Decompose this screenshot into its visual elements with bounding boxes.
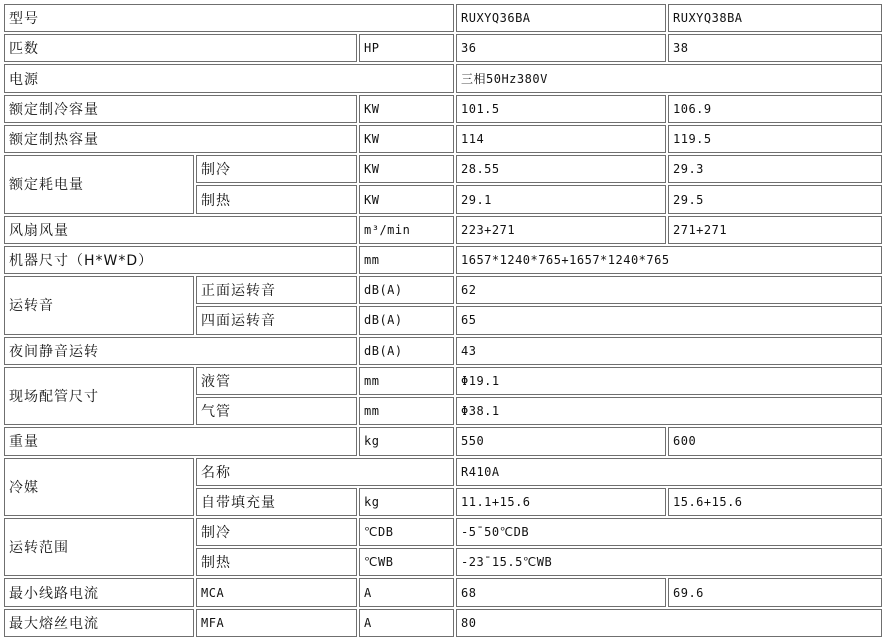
heating-capacity-unit: KW [359, 125, 454, 153]
model-a: RUXYQ36BA [456, 4, 666, 32]
dimensions-value: 1657*1240*765+1657*1240*765 [456, 246, 882, 274]
piping-gas-label: 气管 [196, 397, 357, 425]
mca-a: 68 [456, 578, 666, 606]
model-label: 型号 [4, 4, 454, 32]
power-consumption-cooling-label: 制冷 [196, 155, 357, 183]
refrigerant-name-label: 名称 [196, 458, 454, 486]
row-mca [4, 578, 882, 606]
row-piping-liquid [4, 367, 882, 395]
mfa-abbr: MFA [196, 609, 357, 637]
airflow-unit: m³/min [359, 216, 454, 244]
weight-label: 重量 [4, 427, 357, 455]
mca-label: 最小线路电流 [4, 578, 194, 606]
airflow-b: 271+271 [668, 216, 882, 244]
refrigerant-charge-a: 11.1+15.6 [456, 488, 666, 516]
power-consumption-heating-unit: KW [359, 185, 454, 213]
power-consumption-heating-label: 制热 [196, 185, 357, 213]
model-b: RUXYQ38BA [668, 4, 882, 32]
piping-gas-value: Φ38.1 [456, 397, 882, 425]
row-airflow [4, 216, 882, 244]
power-consumption-cooling-b: 29.3 [668, 155, 882, 183]
cooling-capacity-b: 106.9 [668, 95, 882, 123]
refrigerant-label: 冷媒 [4, 458, 194, 516]
mfa-label: 最大熔丝电流 [4, 609, 194, 637]
noise-front-value: 62 [456, 276, 882, 304]
mca-abbr: MCA [196, 578, 357, 606]
cooling-capacity-label: 额定制冷容量 [4, 95, 357, 123]
row-weight [4, 427, 882, 455]
dimensions-label: 机器尺寸（H*W*D） [4, 246, 357, 274]
power-supply-label: 电源 [4, 64, 454, 92]
mfa-value: 80 [456, 609, 882, 637]
refrigerant-charge-label: 自带填充量 [196, 488, 357, 516]
row-operating-range-cooling [4, 518, 882, 546]
noise-label: 运转音 [4, 276, 194, 334]
refrigerant-charge-unit: kg [359, 488, 454, 516]
heating-capacity-label: 额定制热容量 [4, 125, 357, 153]
operating-range-label: 运转范围 [4, 518, 194, 576]
power-supply-value: 三相50Hz380V [456, 64, 882, 92]
piping-liquid-value: Φ19.1 [456, 367, 882, 395]
operating-range-heating-value: -23¯15.5℃WB [456, 548, 882, 576]
night-quiet-unit: dB(A) [359, 337, 454, 365]
power-consumption-cooling-a: 28.55 [456, 155, 666, 183]
operating-range-cooling-label: 制冷 [196, 518, 357, 546]
row-cooling-capacity [4, 95, 882, 123]
power-consumption-heating-a: 29.1 [456, 185, 666, 213]
row-mfa [4, 609, 882, 637]
horsepower-unit: HP [359, 34, 454, 62]
horsepower-b: 38 [668, 34, 882, 62]
weight-a: 550 [456, 427, 666, 455]
night-quiet-value: 43 [456, 337, 882, 365]
noise-four-sides-value: 65 [456, 306, 882, 334]
row-heating-capacity [4, 125, 882, 153]
noise-four-sides-unit: dB(A) [359, 306, 454, 334]
power-consumption-label: 额定耗电量 [4, 155, 194, 213]
row-dimensions [4, 246, 882, 274]
row-power-supply [4, 64, 882, 92]
cooling-capacity-a: 101.5 [456, 95, 666, 123]
mca-unit: A [359, 578, 454, 606]
piping-liquid-unit: mm [359, 367, 454, 395]
row-noise-front [4, 276, 882, 304]
power-consumption-cooling-unit: KW [359, 155, 454, 183]
horsepower-label: 匹数 [4, 34, 357, 62]
row-night-quiet [4, 337, 882, 365]
row-horsepower [4, 34, 882, 62]
heating-capacity-b: 119.5 [668, 125, 882, 153]
night-quiet-label: 夜间静音运转 [4, 337, 357, 365]
noise-front-unit: dB(A) [359, 276, 454, 304]
weight-b: 600 [668, 427, 882, 455]
operating-range-heating-label: 制热 [196, 548, 357, 576]
spec-table [2, 2, 884, 639]
row-refrigerant-name [4, 458, 882, 486]
row-power-consumption-cooling [4, 155, 882, 183]
noise-front-label: 正面运转音 [196, 276, 357, 304]
noise-four-sides-label: 四面运转音 [196, 306, 357, 334]
operating-range-cooling-unit: ℃DB [359, 518, 454, 546]
piping-gas-unit: mm [359, 397, 454, 425]
mca-b: 69.6 [668, 578, 882, 606]
airflow-a: 223+271 [456, 216, 666, 244]
horsepower-a: 36 [456, 34, 666, 62]
operating-range-cooling-value: -5¯50℃DB [456, 518, 882, 546]
refrigerant-name-value: R410A [456, 458, 882, 486]
weight-unit: kg [359, 427, 454, 455]
airflow-label: 风扇风量 [4, 216, 357, 244]
piping-liquid-label: 液管 [196, 367, 357, 395]
mfa-unit: A [359, 609, 454, 637]
dimensions-unit: mm [359, 246, 454, 274]
piping-label: 现场配管尺寸 [4, 367, 194, 425]
power-consumption-heating-b: 29.5 [668, 185, 882, 213]
heating-capacity-a: 114 [456, 125, 666, 153]
row-model [4, 4, 882, 32]
cooling-capacity-unit: KW [359, 95, 454, 123]
operating-range-heating-unit: ℃WB [359, 548, 454, 576]
refrigerant-charge-b: 15.6+15.6 [668, 488, 882, 516]
